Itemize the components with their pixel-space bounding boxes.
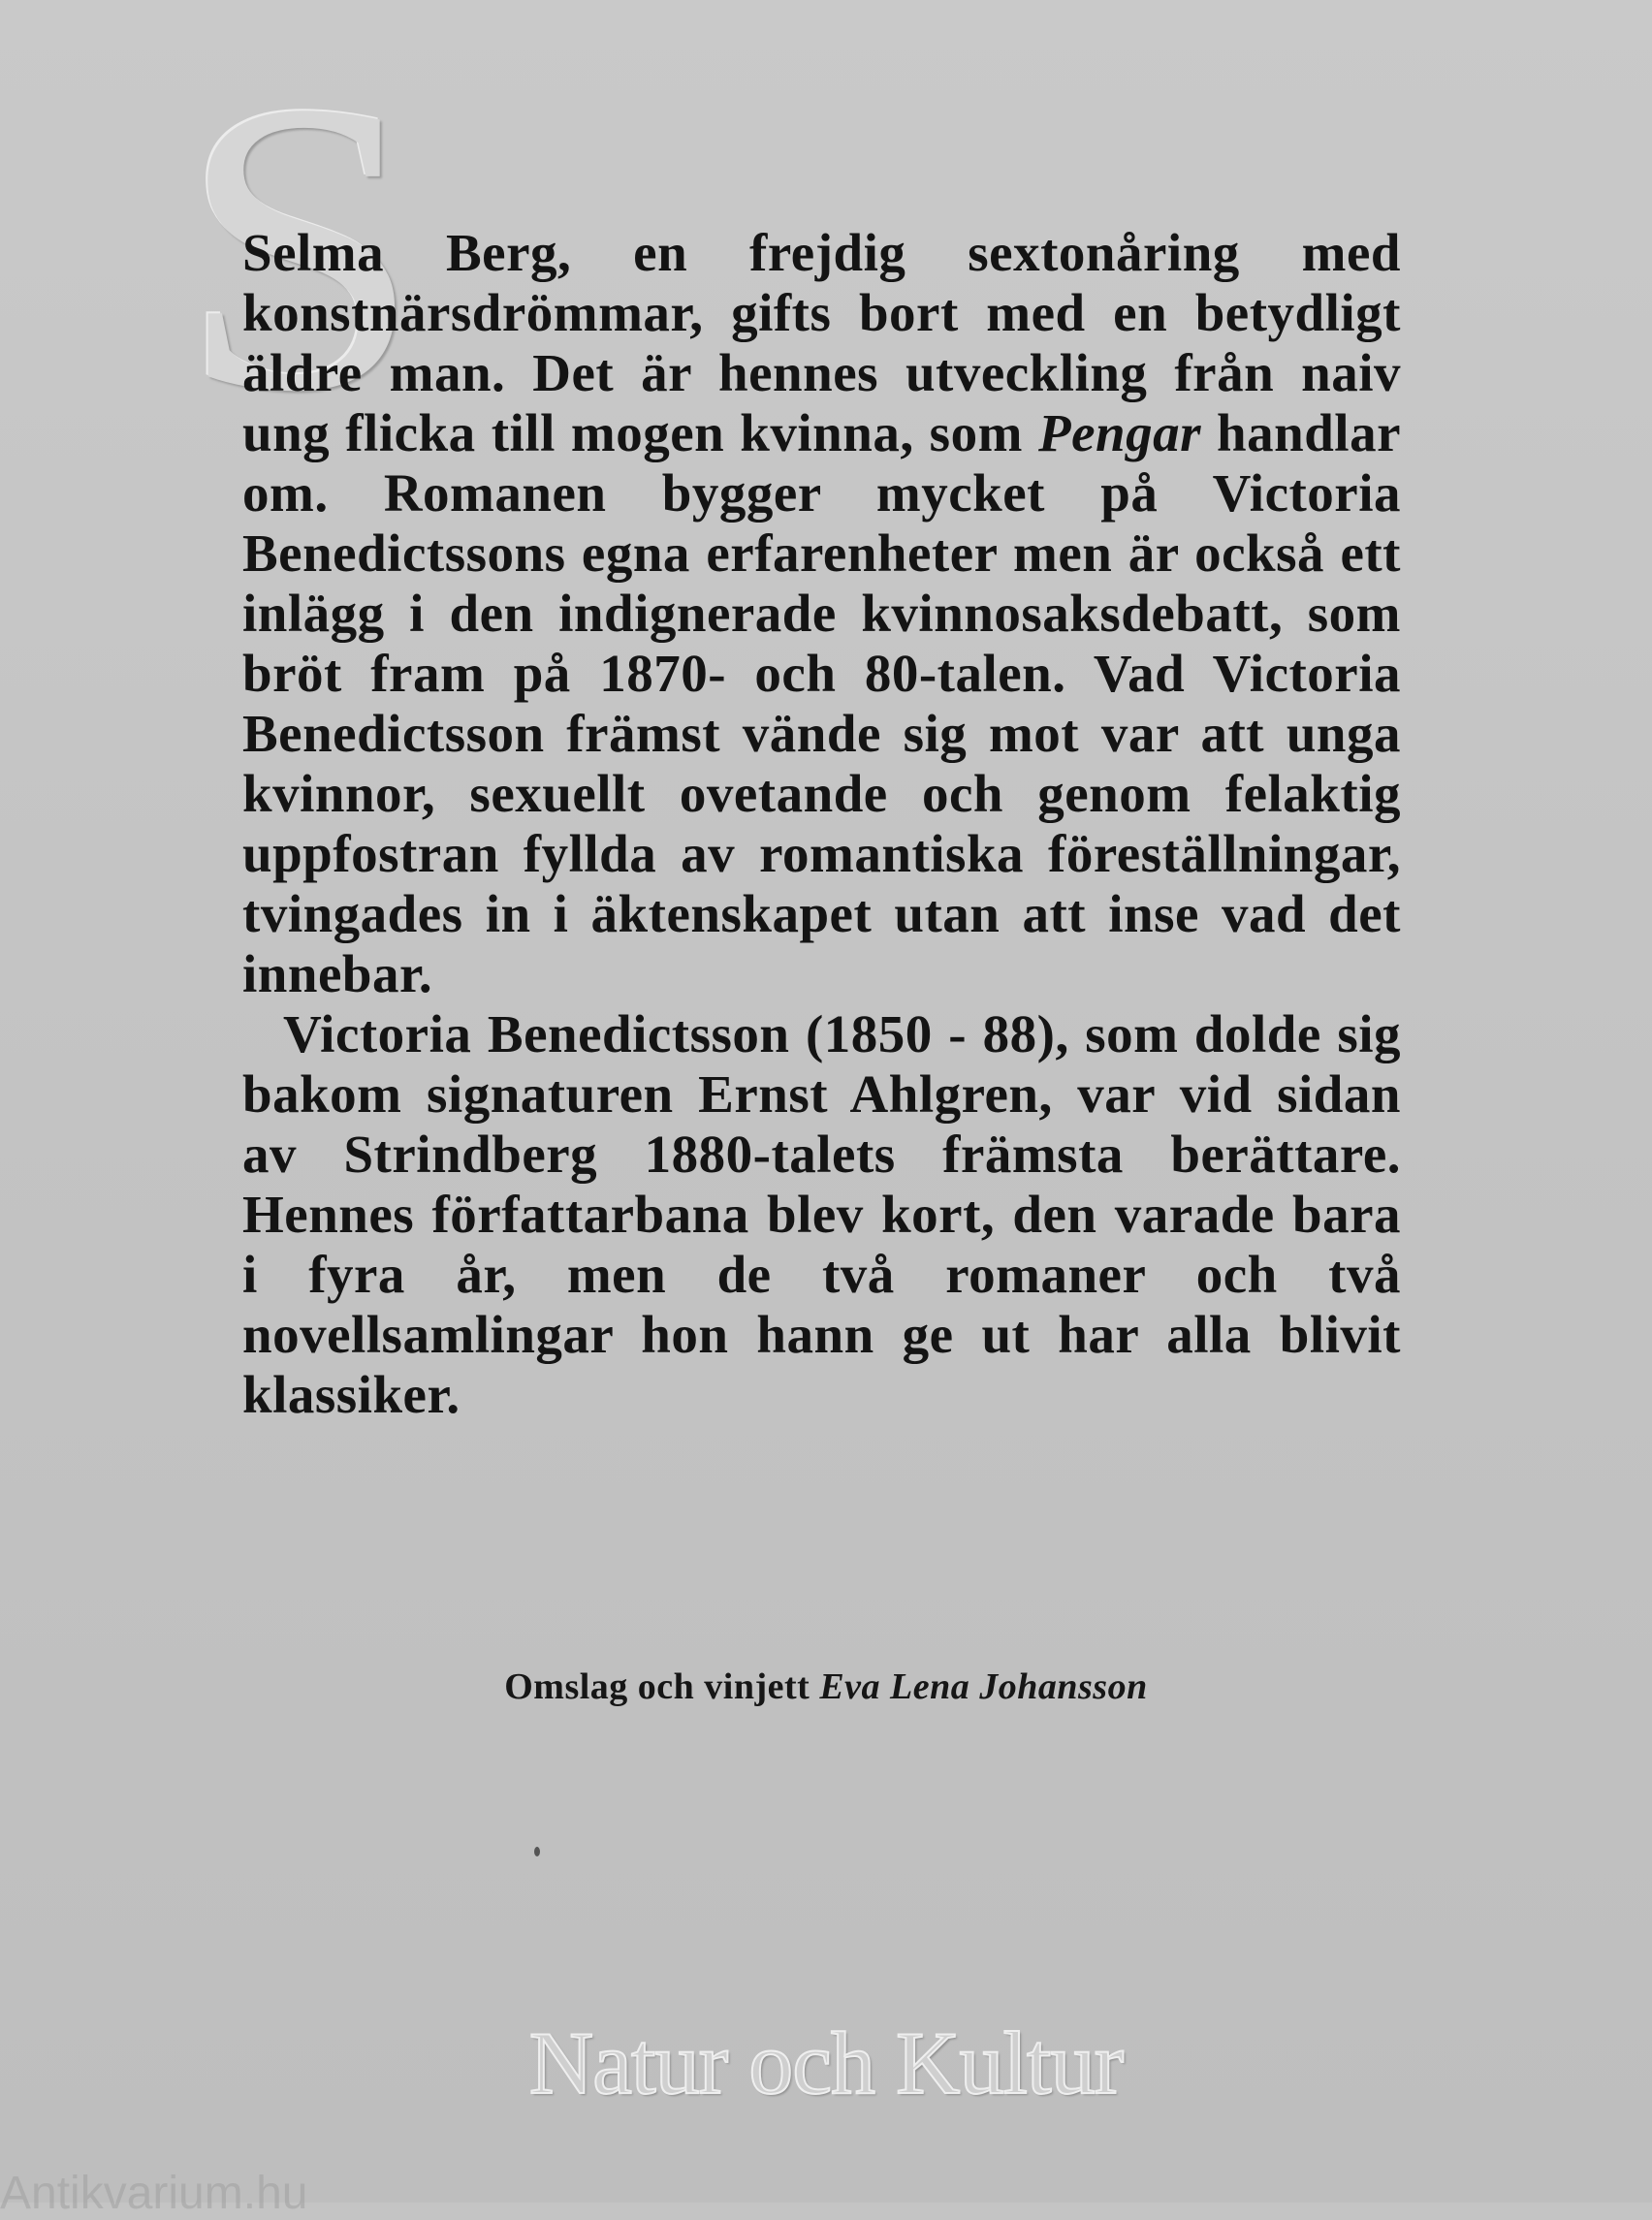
- publisher-logo: Natur och Kultur: [528, 2014, 1124, 2112]
- book-title: Pengar: [1037, 403, 1201, 462]
- credit-name: Eva Lena Johansson: [819, 1666, 1148, 1707]
- decorative-initial-s: S: [178, 16, 423, 478]
- blurb-paragraph-1: [242, 223, 1401, 1004]
- print-speck: [534, 1847, 540, 1856]
- watermark: Antikvarium.hu: [0, 2168, 308, 2219]
- credit-label: Omslag och vinjett: [504, 1666, 810, 1707]
- blurb-p1-end: handlar om. Romanen bygger mycket på Victoria Benedictssons egna erfarenheter men är också ett inlägg i den indignerade kvinnosaksdebatt, som bröt fram på 1870- och 80-talen. Vad Victoria Benedictsson främst vände sig mot var att unga kvinnor, sexuellt ovetande och genom felaktig uppfostran fyllda av romantiska föreställningar, tvingades in i äktenskapet utan att inse vad det innebar.: [242, 403, 1401, 1003]
- blurb-paragraph-2: Victoria Benedictsson (1850 - 88), som dolde sig bakom signaturen Ernst Ahlgren, var vid sidan av Strindberg 1880-talets främsta berättare. Hennes författarbana blev kort, den varade bara i fyra år, men de två romaner och två novellsamlingar hon hann ge ut har alla blivit klassiker.: [242, 1004, 1401, 1424]
- cover-credit: [0, 1665, 1652, 1708]
- cover-blurb: [242, 223, 1401, 1425]
- blurb-p1-start: Selma Berg, en frejdig sextonåring med konstnärsdrömmar, gifts bort med en betydligt äldre man. Det är hennes utveckling från naiv ung flicka till mogen kvinna, som: [242, 223, 1401, 462]
